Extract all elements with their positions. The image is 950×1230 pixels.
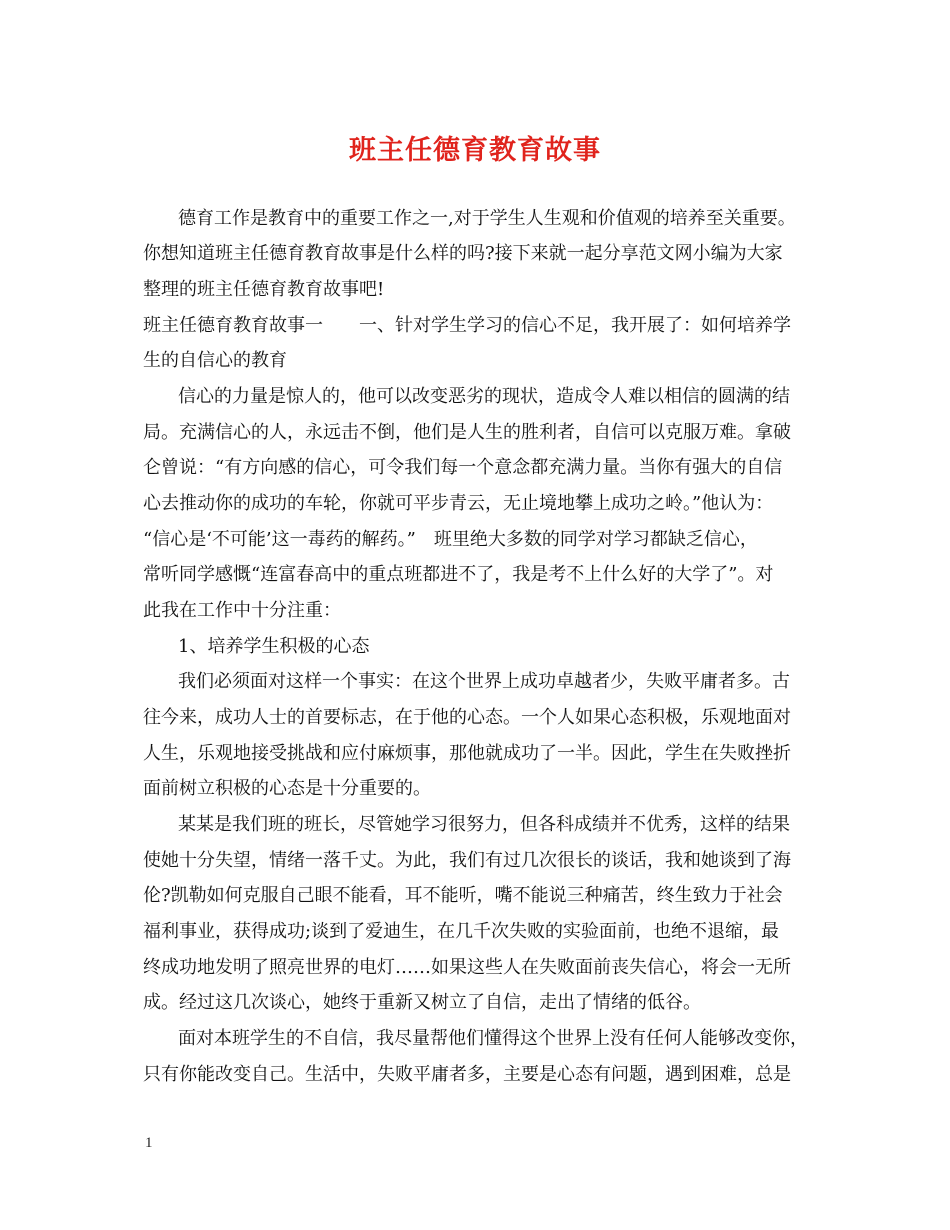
body-line: 某某是我们班的班长，尽管她学习很努力，但各科成绩并不优秀，这样的结果 <box>178 814 790 835</box>
body-line: 生的自信心的教育 <box>143 350 287 371</box>
body-line: 常听同学感慨“连富春高中的重点班都进不了，我是考不上什么好的大学了”。对 <box>143 564 774 585</box>
body-line: 你想知道班主任德育教育故事是什么样的吗?接下来就一起分享范文网小编为大家 <box>143 243 783 264</box>
section-heading: 1、培养学生积极的心态 <box>178 636 370 657</box>
body-line: 往今来，成功人士的首要标志，在于他的心态。一个人如果心态积极，乐观地面对 <box>143 707 791 728</box>
body-line: 整理的班主任德育教育故事吧! <box>143 279 385 300</box>
body-line: 伦?凯勒如何克服自己眼不能看，耳不能听，嘴不能说三种痛苦，终生致力于社会 <box>143 885 783 906</box>
body-line: 局。充满信心的人，永远击不倒，他们是人生的胜利者，自信可以克服万难。拿破 <box>143 422 791 443</box>
body-line: 德育工作是教育中的重要工作之一,对于学生人生观和价值观的培养至关重要。 <box>178 208 796 229</box>
body-line: 我们必须面对这样一个事实：在这个世界上成功卓越者少，失败平庸者多。古 <box>178 671 790 692</box>
body-line: 信心的力量是惊人的，他可以改变恶劣的现状，造成令人难以相信的圆满的结 <box>178 386 790 407</box>
body-line: 心去推动你的成功的车轮，你就可平步青云，无止境地攀上成功之岭。”他认为： <box>143 493 774 514</box>
body-line: “信心是‘不可能’这一毒药的解药。” 班里绝大多数的同学对学习都缺乏信心， <box>143 529 758 550</box>
body-line: 使她十分失望，情绪一落千丈。为此，我们有过几次很长的谈话，我和她谈到了海 <box>143 850 791 871</box>
body-line: 成。经过这几次谈心，她终于重新又树立了自信，走出了情绪的低谷。 <box>143 992 701 1013</box>
body-line: 仑曾说：“有方向感的信心，可令我们每一个意念都充满力量。当你有强大的自信 <box>143 457 783 478</box>
body-line: 人生，乐观地接受挑战和应付麻烦事，那他就成功了一半。因此，学生在失败挫折 <box>143 743 791 764</box>
document-title: 班主任德育教育故事 <box>349 135 601 166</box>
body-line: 终成功地发明了照亮世界的电灯……如果这些人在失败面前丧失信心，将会一无所 <box>143 957 791 978</box>
body-line: 此我在工作中十分注重： <box>143 600 341 621</box>
page-number: 1 <box>145 1135 153 1151</box>
body-line: 福利事业，获得成功;谈到了爱迪生，在几千次失败的实验面前，也绝不退缩，最 <box>143 921 780 942</box>
body-line: 面对本班学生的不自信，我尽量帮他们懂得这个世界上没有任何人能够改变你， <box>178 1028 808 1049</box>
body-line: 班主任德育教育故事一 一、针对学生学习的信心不足，我开展了：如何培养学 <box>143 315 791 336</box>
body-line: 面前树立积极的心态是十分重要的。 <box>143 778 431 799</box>
body-line: 只有你能改变自己。生活中，失败平庸者多，主要是心态有问题，遇到困难，总是 <box>143 1064 791 1085</box>
